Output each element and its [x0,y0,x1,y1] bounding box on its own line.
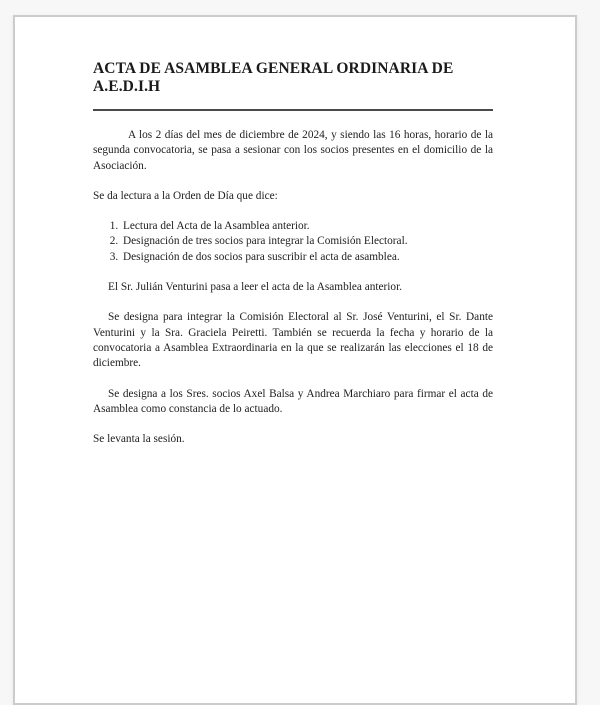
signers-paragraph: Se designa a los Sres. socios Axel Balsa y Andrea Marchiaro para firmar el acta de Asamblea como constancia de lo actuado. [93,387,493,415]
reading-paragraph: El Sr. Julián Venturini pasa a leer el acta de la Asamblea anterior. [108,281,403,294]
commission-paragraph: Se designa para integrar la Comisión Electoral al Sr. José Venturini, el Sr. Dante Venturini y la Sra. Graciela Peiretti. También se recuerda la fecha y horario de la convocatoria a Asamblea Extraordinaria en la que se realizarán las elecciones el 18 de diciembre. [93,311,493,370]
document-title: ACTA DE ASAMBLEA GENERAL ORDINARIA DE A.E.D.I.H [93,60,454,95]
opening-paragraph: A los 2 días del mes de diciembre de 2024, y siendo las 16 horas, horario de la segunda convocatoria, se pasa a sesionar con los socios presentes en el domicilio de la Asociación. [93,129,493,172]
agenda-list [93,219,493,265]
agenda-item: 2. Designación de tres socios para integrar la Comisión Electoral. [121,234,493,249]
agenda-intro-paragraph: Se da lectura a la Orden de Día que dice: [93,189,278,202]
document-page [13,15,577,705]
title-rule [93,109,493,111]
agenda-item: 1. Lectura del Acta de la Asamblea anterior. [121,219,493,234]
closing-paragraph: Se levanta la sesión. [93,433,185,446]
agenda-item: 3. Designación de dos socios para suscribir el acta de asamblea. [121,250,493,265]
